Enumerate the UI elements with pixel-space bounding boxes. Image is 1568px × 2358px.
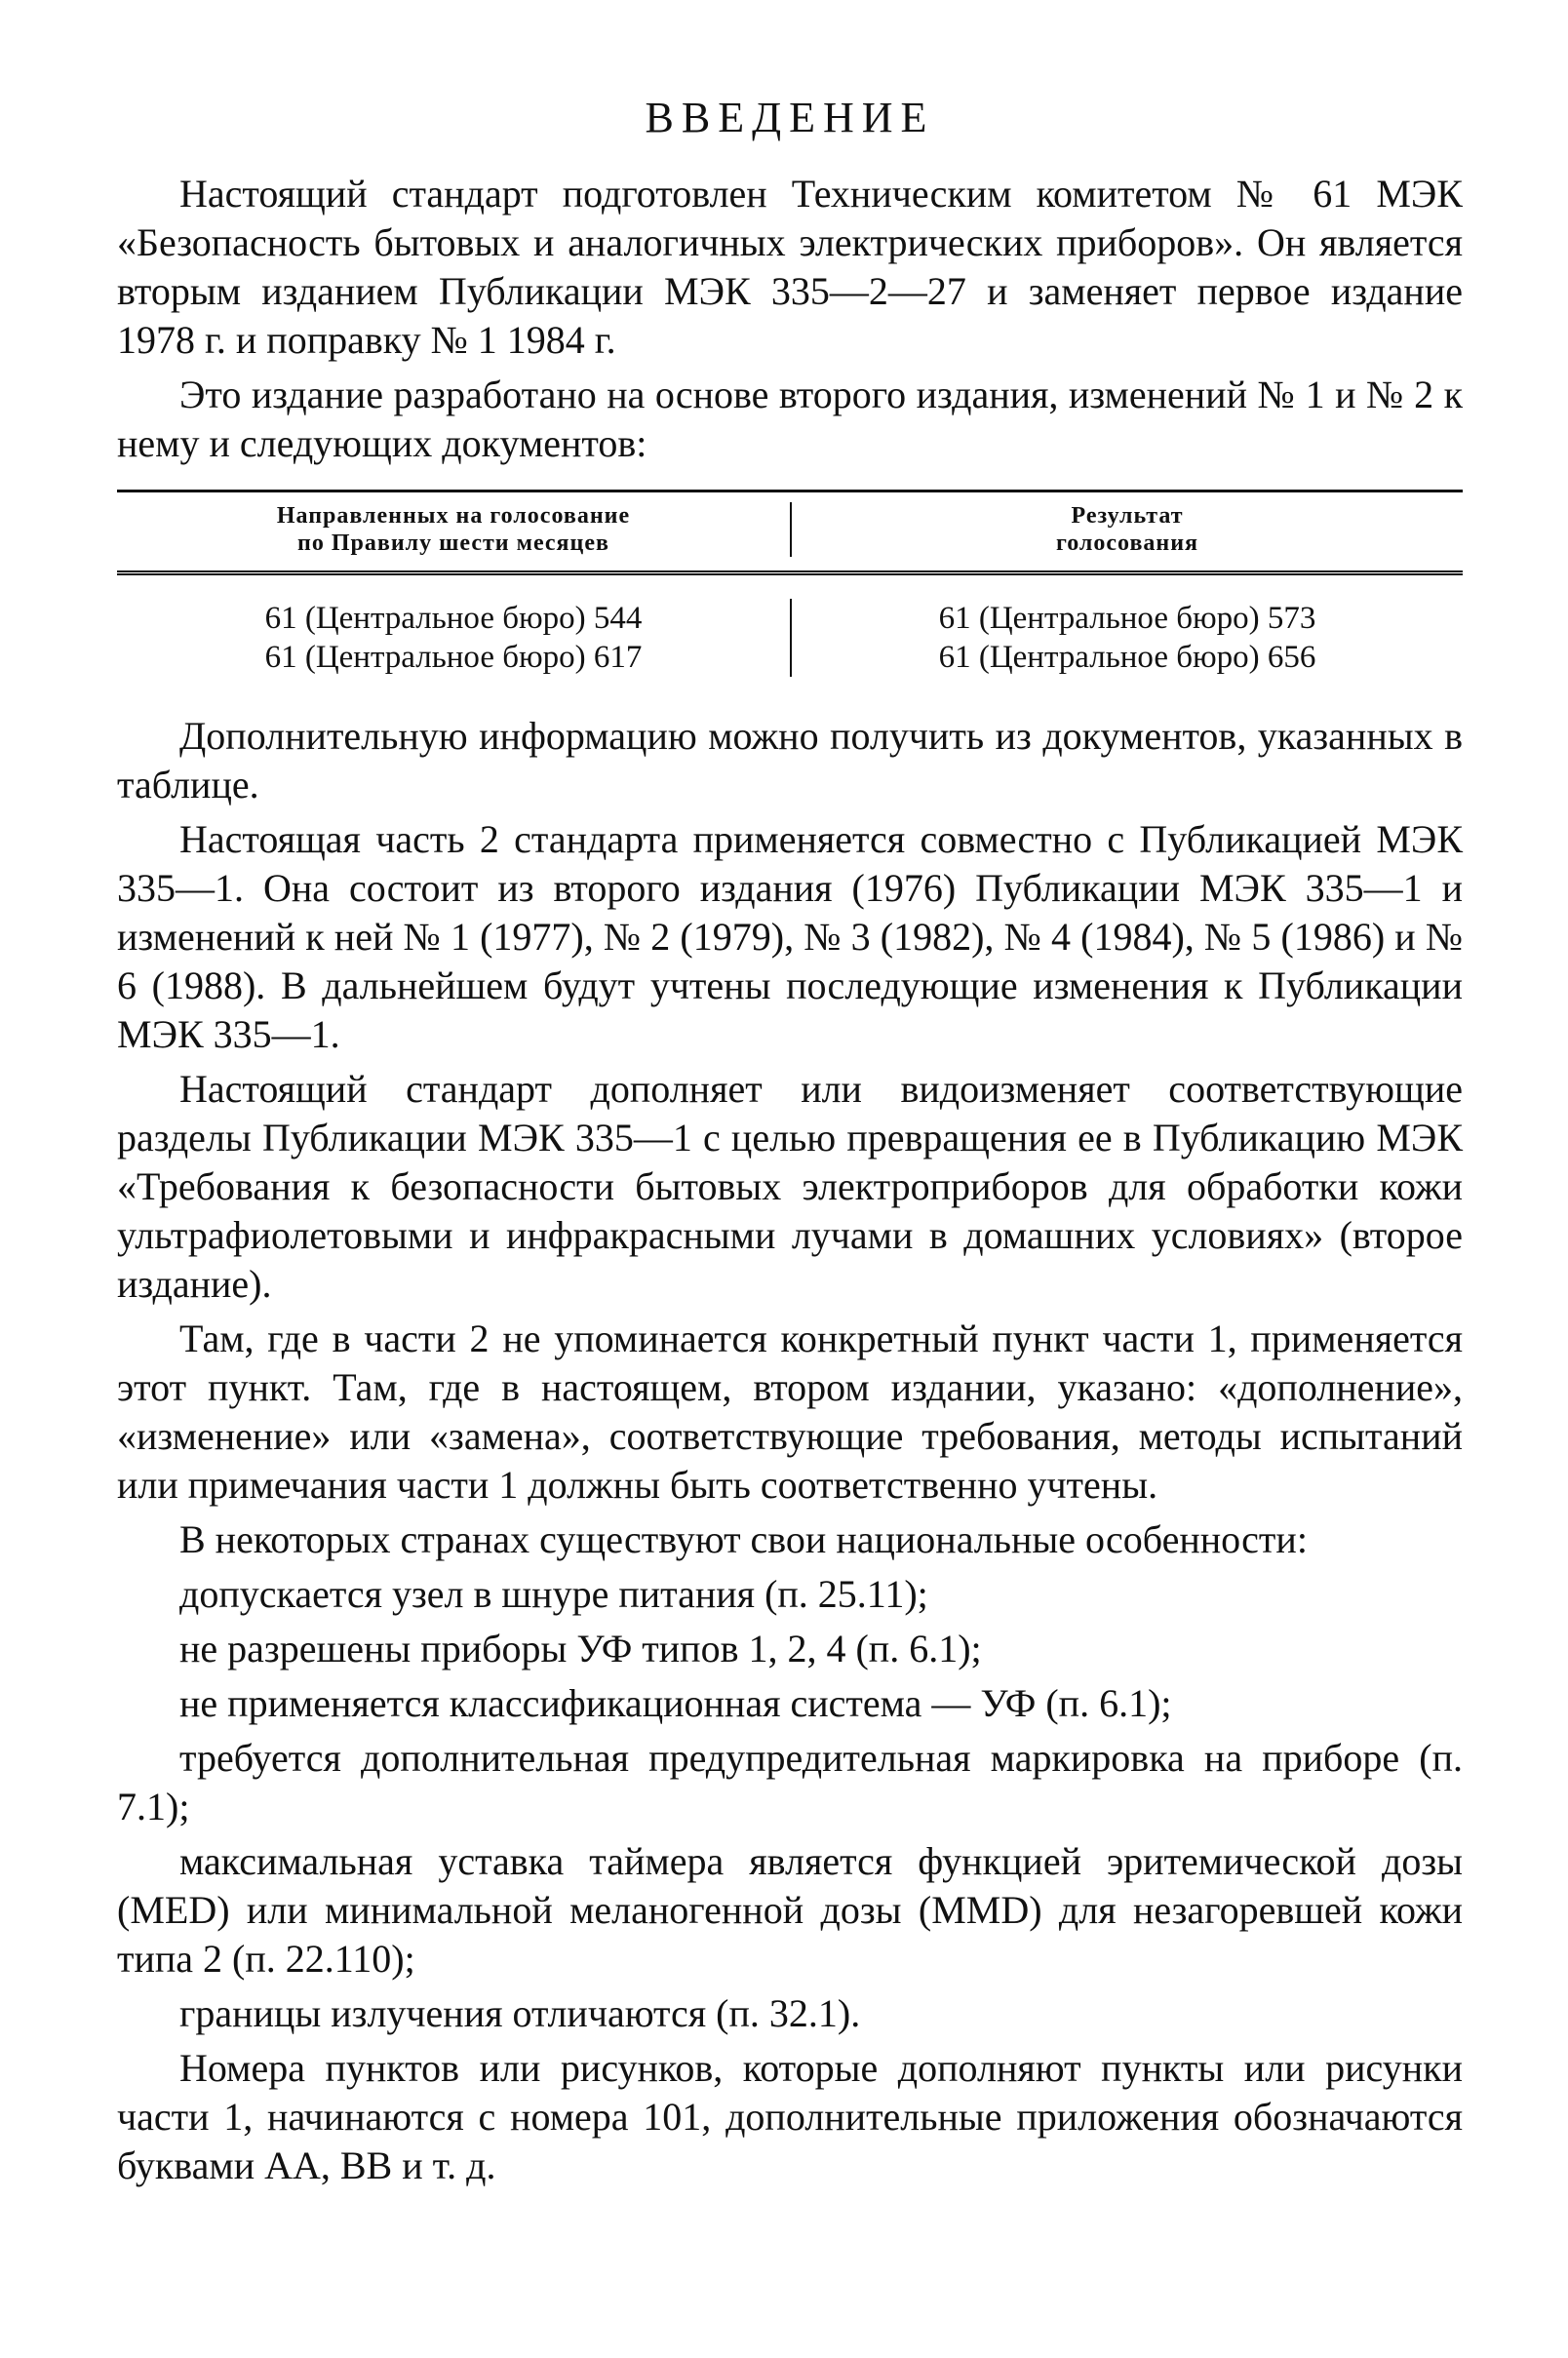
body-paragraph-part2-usage: Настоящая часть 2 стандарта применяется совместно с Публикацией МЭК 335—1. Она состоит из второго издания (1976) Публикации МЭК 335—1 и изменений к ней № 1 (1977), № 2 (1979), № 3 (1982), № 4 (1984), № 5 (1986) и № 6 (1988). В дальнейшем будут учтены последующие изменения к Публикации МЭК 335—1. bbox=[117, 817, 1463, 1056]
table-header-row bbox=[117, 492, 1463, 575]
table-header-right bbox=[792, 502, 1463, 557]
body-paragraph-numbering: Номера пунктов или рисунков, которые дополняют пункты или рисунки части 1, начинаются с номера 101, дополнительные приложения обозначаются буквами АА, ВВ и т. д. bbox=[117, 2046, 1463, 2187]
list-item: допускается узел в шнуре питания (п. 25.11); bbox=[179, 1572, 928, 1616]
voting-documents-table bbox=[117, 490, 1463, 677]
page-title: ВВЕДЕНИЕ bbox=[645, 94, 935, 141]
body-paragraph-national-features: В некоторых странах существуют свои национальные особенности: bbox=[179, 1517, 1308, 1561]
body-paragraph-scope: Настоящий стандарт дополняет или видоизменяет соответствующие разделы Публикации МЭК 335—1 с целью превращения ее в Публикацию МЭК «Требования к безопасности бытовых электроприборов для обработки кожи ультрафиолетовыми и инфракрасными лучами в домашних условиях» (второе издание). bbox=[117, 1067, 1463, 1306]
table-body-right bbox=[792, 599, 1463, 677]
header-right-line-2: голосования bbox=[1055, 531, 1199, 556]
national-features-list bbox=[117, 1570, 1463, 2038]
table-cell: 61 (Центральное бюро) 656 bbox=[938, 640, 1316, 675]
table-cell: 61 (Центральное бюро) 617 bbox=[264, 640, 643, 675]
intro-paragraph-2: Это издание разработано на основе второго издания, изменений № 1 и № 2 к нему и следующих документов: bbox=[117, 373, 1463, 465]
list-item: требуется дополнительная предупредительная маркировка на приборе (п. 7.1); bbox=[117, 1736, 1463, 1828]
header-right-line-1: Результат bbox=[1071, 503, 1184, 529]
table-cell: 61 (Центральное бюро) 573 bbox=[938, 601, 1316, 636]
list-item: не применяется классификационная система — УФ (п. 6.1); bbox=[179, 1681, 1172, 1725]
document-page bbox=[117, 93, 1463, 2196]
header-left-line-1: Направленных на голосование bbox=[276, 503, 631, 529]
table-body-left bbox=[117, 599, 790, 677]
table-cell: 61 (Центральное бюро) 544 bbox=[264, 601, 643, 636]
table-body-row bbox=[117, 575, 1463, 677]
table-header-left bbox=[117, 502, 790, 557]
intro-paragraph-1: Настоящий стандарт подготовлен Техническим комитетом № 61 МЭК «Безопасность бытовых и аналогичных электрических приборов». Он является вторым изданием Публикации МЭК 335—2—27 и заменяет первое издание 1978 г. и поправку № 1 1984 г. bbox=[117, 172, 1463, 362]
list-item: максимальная уставка таймера является функцией эритемической дозы (MED) или минимальной меланогенной дозы (MMD) для незагоревшей кожи типа 2 (п. 22.110); bbox=[117, 1839, 1463, 1981]
body-paragraph-additional-info: Дополнительную информацию можно получить из документов, указанных в таблице. bbox=[117, 714, 1463, 806]
list-item: не разрешены приборы УФ типов 1, 2, 4 (п. 6.1); bbox=[179, 1627, 982, 1670]
header-left-line-2: по Правилу шести месяцев bbox=[297, 531, 609, 556]
list-item: границы излучения отличаются (п. 32.1). bbox=[179, 1991, 861, 2035]
body-paragraph-applicability: Там, где в части 2 не упоминается конкретный пункт части 1, применяется этот пункт. Там, где в настоящем, втором издании, указано: «дополнение», «изменение» или «замена», соответствующие требования, методы испытаний или примечания части 1 должны быть соответственно учтены. bbox=[117, 1317, 1463, 1507]
